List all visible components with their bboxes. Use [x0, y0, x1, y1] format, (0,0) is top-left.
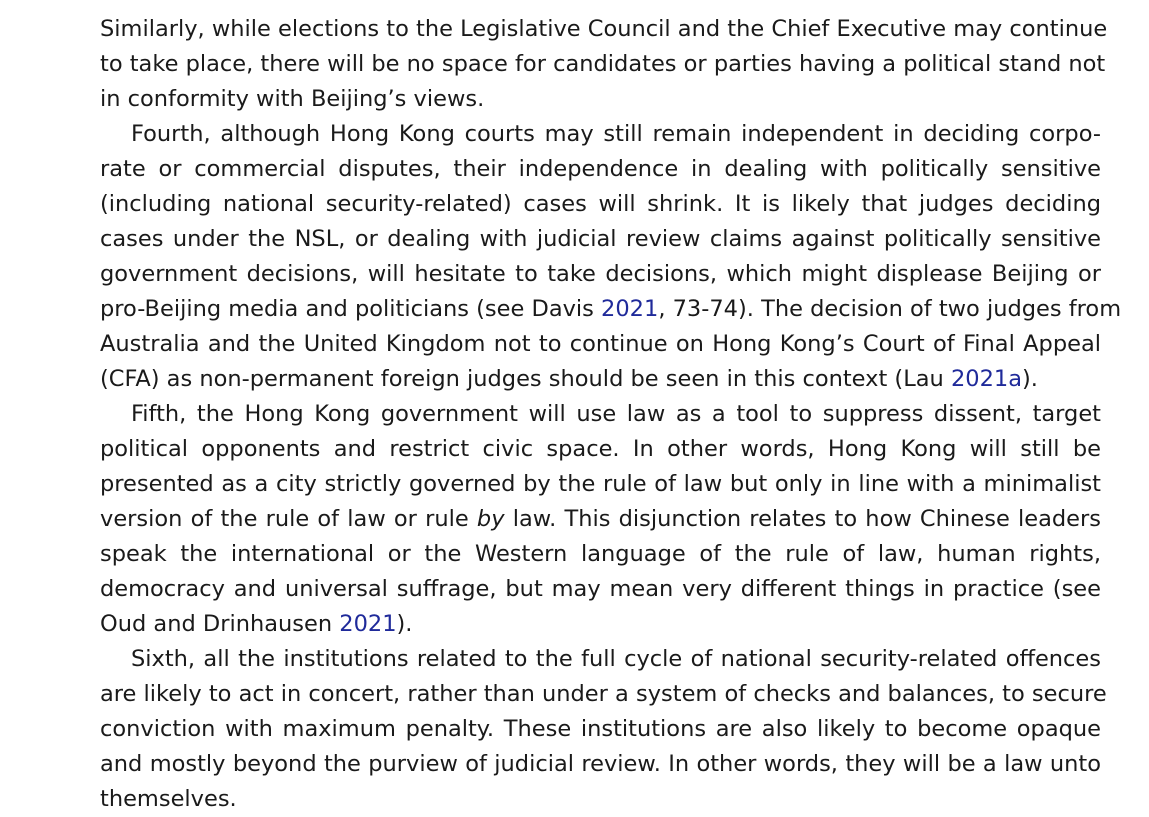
text-run: Fifth, the Hong Kong government will use law as a tool to suppress dissent, target: [131, 401, 1101, 427]
text-run: democracy and universal suffrage, but may mean very different things in practice (see: [100, 576, 1101, 602]
text-run: ).: [1022, 366, 1038, 392]
text-run: Sixth, all the institutions related to the full cycle of national security-related offences: [131, 646, 1101, 672]
text-line: [100, 712, 1101, 747]
text-line: [100, 677, 1107, 712]
text-run: themselves.: [100, 786, 237, 812]
text-run: speak the international or the Western language of the rule of law, human rights,: [100, 541, 1101, 567]
text-run: conviction with maximum penalty. These institutions are also likely to become opaque: [100, 716, 1101, 742]
text-line: [100, 782, 1101, 817]
text-line: [100, 117, 1101, 152]
text-line: [100, 187, 1101, 222]
text-line: [100, 257, 1101, 292]
text-line: [100, 537, 1101, 572]
text-run: law. This disjunction relates to how Chinese leaders: [504, 506, 1101, 532]
text-line: [100, 747, 1101, 782]
text-line: [100, 292, 1122, 327]
citation-link[interactable]: 2021: [601, 296, 659, 322]
text-run: ).: [396, 611, 413, 637]
text-line: [100, 82, 1101, 117]
text-run: government decisions, will hesitate to take decisions, which might displease Beijing or: [100, 261, 1101, 287]
text-run: version of the rule of law or rule: [100, 506, 477, 532]
document-page: [100, 12, 1122, 817]
text-line: [100, 642, 1101, 677]
text-run: Similarly, while elections to the Legislative Council and the Chief Executive may continue: [100, 16, 1108, 42]
text-run: Fourth, although Hong Kong courts may still remain independent in deciding corpo-: [131, 121, 1101, 147]
text-line: [100, 572, 1101, 607]
text-line: [100, 362, 1101, 397]
paragraph-sixth: [100, 642, 1107, 817]
text-run: Oud and Drinhausen: [100, 611, 340, 637]
paragraph-continuation: [100, 12, 1108, 117]
text-run: (including national security-related) cases will shrink. It is likely that judges deciding: [100, 191, 1101, 217]
text-run: to take place, there will be no space for candidates or parties having a political stand not: [100, 51, 1106, 77]
text-line: [100, 12, 1108, 47]
emphasis-text: by: [476, 506, 505, 532]
paragraph-fourth: [100, 117, 1122, 397]
text-run: pro-Beijing media and politicians (see Davis: [100, 296, 602, 322]
text-run: are likely to act in concert, rather than under a system of checks and balances, to secure: [100, 681, 1107, 707]
paragraph-fifth: [100, 397, 1101, 642]
text-line: [100, 47, 1106, 82]
text-line: [100, 467, 1101, 502]
text-line: [100, 397, 1101, 432]
text-line: [100, 502, 1101, 537]
text-run: presented as a city strictly governed by the rule of law but only in line with a minimalist: [100, 471, 1101, 497]
text-line: [100, 222, 1101, 257]
citation-link[interactable]: 2021a: [950, 366, 1022, 392]
text-run: (CFA) as non-permanent foreign judges should be seen in this context (Lau: [100, 366, 951, 392]
text-line: [100, 327, 1101, 362]
text-line: [100, 152, 1101, 187]
text-run: , 73-74). The decision of two judges from: [658, 296, 1122, 322]
text-line: [100, 607, 1101, 642]
text-run: Australia and the United Kingdom not to continue on Hong Kong’s Court of Final Appeal: [100, 331, 1101, 357]
citation-link[interactable]: 2021: [339, 611, 397, 637]
text-run: political opponents and restrict civic space. In other words, Hong Kong will still be: [100, 436, 1101, 462]
text-run: rate or commercial disputes, their independence in dealing with politically sensitive: [100, 156, 1101, 182]
text-run: in conformity with Beijing’s views.: [100, 86, 485, 112]
text-run: and mostly beyond the purview of judicial review. In other words, they will be a law unto: [100, 751, 1101, 777]
text-run: cases under the NSL, or dealing with judicial review claims against politically sensitive: [100, 226, 1101, 252]
text-line: [100, 432, 1101, 467]
